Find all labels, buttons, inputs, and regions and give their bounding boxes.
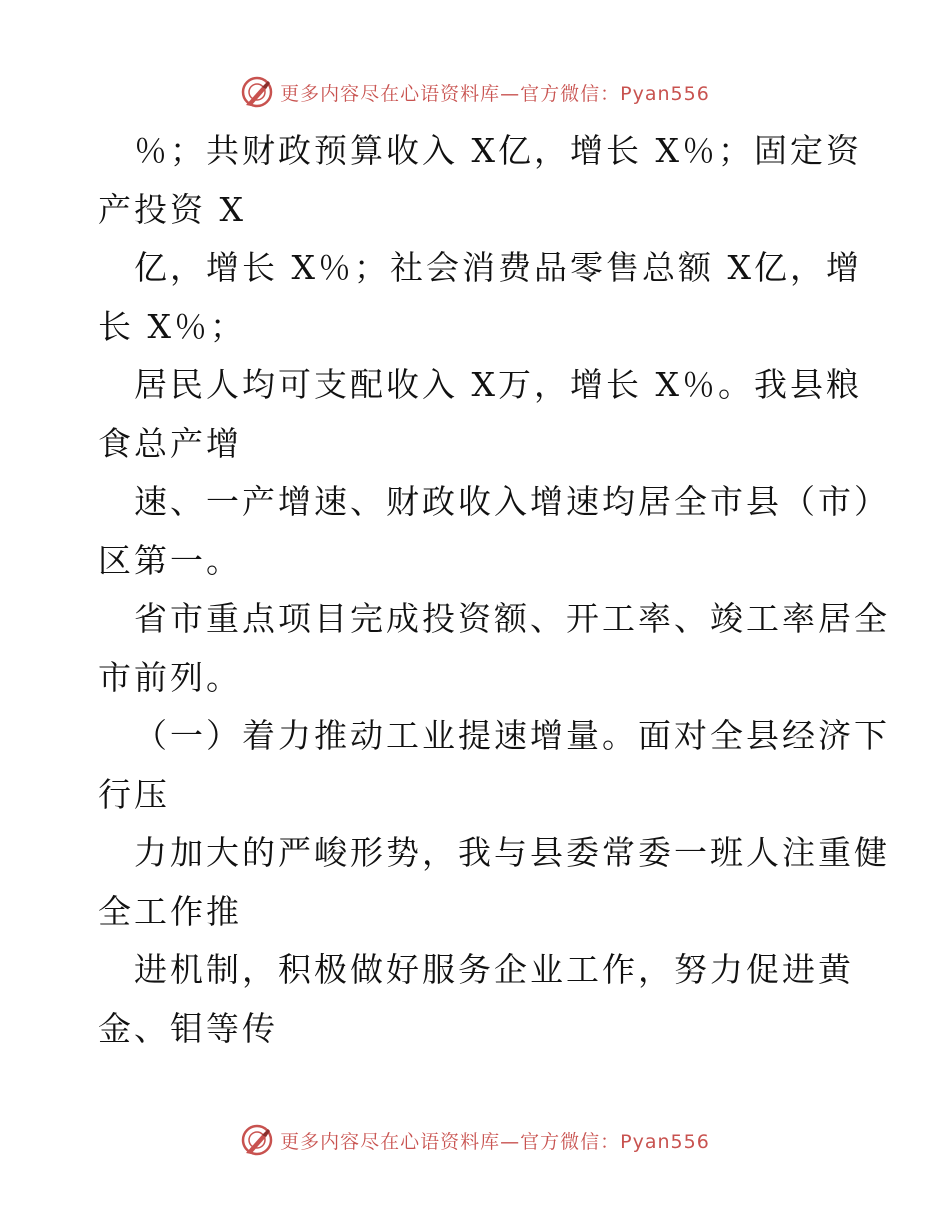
text-line: 长 X％； bbox=[98, 306, 246, 346]
text-line: 进机制，积极做好服务企业工作，努力促进黄 bbox=[134, 950, 854, 989]
text-line: 全工作推 bbox=[98, 891, 242, 931]
text-line: 金、钼等传 bbox=[98, 1008, 278, 1048]
text-line: 产投资 X bbox=[98, 189, 246, 229]
text-line: 区第一。 bbox=[98, 540, 242, 580]
header-banner bbox=[0, 72, 950, 112]
text-line: 省市重点项目完成投资额、开工率、竣工率居全 bbox=[134, 599, 890, 638]
pen-logo-icon bbox=[240, 75, 274, 109]
text-line: 居民人均可支配收入 X万，增长 X％。我县粮 bbox=[134, 365, 862, 404]
text-line: 亿，增长 X％；社会消费品零售总额 X亿，增 bbox=[134, 248, 862, 287]
pen-logo-icon bbox=[240, 1123, 274, 1157]
text-line: 行压 bbox=[98, 774, 170, 814]
text-line: 力加大的严峻形势，我与县委常委一班人注重健 bbox=[134, 833, 890, 872]
footer-banner bbox=[0, 1120, 950, 1160]
text-line: 市前列。 bbox=[98, 657, 242, 697]
text-line: 速、一产增速、财政收入增速均居全市县（市） bbox=[134, 482, 890, 521]
text-line: ％；共财政预算收入 X亿，增长 X％；固定资 bbox=[134, 131, 862, 170]
text-line: （一）着力推动工业提速增量。面对全县经济下 bbox=[134, 716, 890, 755]
document-body bbox=[98, 122, 890, 1058]
footer-banner-text: 更多内容尽在心语资料库—官方微信：Pyan556 bbox=[280, 1130, 710, 1153]
header-banner-text: 更多内容尽在心语资料库—官方微信：Pyan556 bbox=[280, 82, 710, 105]
text-line: 食总产增 bbox=[98, 423, 242, 463]
